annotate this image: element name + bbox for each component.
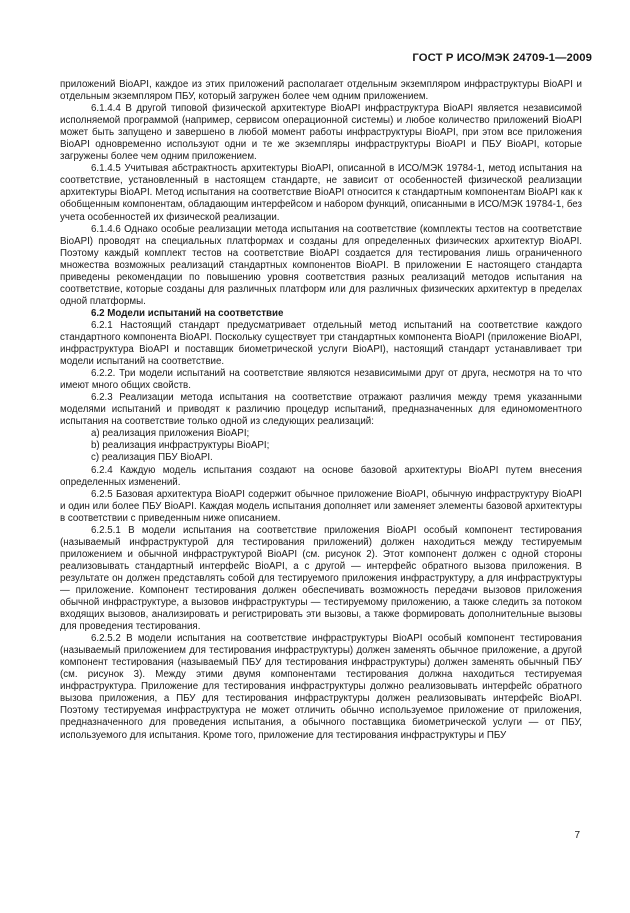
- paragraph: 6.2.2. Три модели испытаний на соответствие являются независимыми друг от друга, несмотря на то что имеют много общих свойств.: [60, 368, 582, 392]
- page-number: 7: [574, 830, 580, 841]
- paragraph: 6.2.3 Реализации метода испытания на соответствие отражают различия между тремя указанными моделями испытаний и приводят к различию процедур испытаний, предназначенных для единомоментного испытания на соответствие только одной из следующих реализаций:: [60, 392, 582, 428]
- section-heading: 6.2 Модели испытаний на соответствие: [91, 307, 284, 319]
- paragraph: 6.2.5.2 В модели испытания на соответствие инфраструктуры BioAPI особый компонент тестирования (называемый приложением для тестирования инфраструктуры) должен заменять обычное приложение, а другой компонент тестирования (называемый ПБУ для тестирования инфраструктуры) должен заменять обычный ПБУ (см. рисунок 3). Между этими двумя компонентами тестирования должна находиться тестируемая инфраструктура. Приложение для тестирования инфраструктуры должно реализовывать интерфейс обратного вызова приложения, а ПБУ для тестирования инфраструктуры должен реализовывать интерфейс BioAPI. Поэтому тестируемая инфраструктура не может отличить обычно используемое приложение от приложения, предназначенного для проведения испытания, а обычного поставщика биометрической услуги — от ПБУ, используемого для испытания. Кроме того, приложение для тестирования инфраструктуры и ПБУ: [60, 633, 582, 741]
- document-header: ГОСТ Р ИСО/МЭК 24709-1—2009: [412, 52, 592, 64]
- paragraph: 6.2.5.1 В модели испытания на соответствие приложения BioAPI особый компонент тестирования (называемый инфраструктурой для тестирования приложений) должен находиться между тестируемым приложением и обычной инфраструктурой BioAPI (см. рисунок 2). Этот компонент должен с одной стороны реализовывать стандартный интерфейс BioAPI, а с другой — интерфейс обратного вызова приложения. В результате он должен представлять собой для тестируемого приложения инфраструктуру, а для инфраструктуры — приложение. Компонент тестирования должен обеспечивать возможность передачи вызовов приложения обычной инфраструктуре, а вызовов инфраструктуры — тестируемому приложению, а также следить за потоком входящих вызовов, анализировать и регистрировать эти вызовы, а также формировать дополнительные вызовы для проведения тестирования.: [60, 524, 582, 633]
- paragraph: 6.1.4.5 Учитывая абстрактность архитектуры BioAPI, описанной в ИСО/МЭК 19784-1, метод испытания на соответствие, установленный в настоящем стандарте, не зависит от особенностей физической реализации архитектуры BioAPI. Метод испытания на соответствие BioAPI относится к стандартным компонентам BioAPI как к обобщенным компонентам, обладающим интерфейсом и набором функций, описанными в ИСО/МЭК 19784-1, без учета особенностей их физической реализации.: [60, 163, 582, 223]
- paragraph: 6.2.1 Настоящий стандарт предусматривает отдельный метод испытаний на соответствие каждого стандартного компонента BioAPI. Поскольку существует три стандартных компонента BioAPI (приложение BioAPI, инфраструктура BioAPI и поставщик биометрической услуги BioAPI), настоящий стандарт устанавливает три модели испытаний на соответствие.: [60, 319, 582, 368]
- paragraph: b) реализация инфраструктуры BioAPI;: [91, 440, 270, 452]
- paragraph: c) реализация ПБУ BioAPI.: [91, 452, 213, 464]
- paragraph: 6.2.5 Базовая архитектура BioAPI содержит обычное приложение BioAPI, обычную инфраструктуру BioAPI и один или более ПБУ BioAPI. Каждая модель испытания дополняет или заменяет элементы базовой архитектуры в соответствии с приведенным ниже описанием.: [60, 488, 582, 524]
- paragraph: 6.1.4.6 Однако особые реализации метода испытания на соответствие (комплекты тестов на соответствие BioAPI) проводят на специальных платформах и созданы для определенных физических архитектур BioAPI. Поэтому каждый комплект тестов на соответствие BioAPI создается для тестирования лишь ограниченного множества возможных реализаций стандартных компонентов BioAPI. В приложении Е настоящего стандарта приведены рекомендации по повышению уровня соответствия разных реализаций методов испытания на соответствие, которые созданы для различных платформ или для различных физических архитектур в пределах одной платформы.: [60, 223, 582, 307]
- paragraph: 6.2.4 Каждую модель испытания создают на основе базовой архитектуры BioAPI путем внесения определенных изменений.: [60, 464, 582, 488]
- paragraph: 6.1.4.4 В другой типовой физической архитектуре BioAPI инфраструктура BioAPI является независимой исполняемой программой (например, сервисом операционной системы) и любое количество приложений BioAPI может быть запущено и завершено в любой момент работы инфраструктуры BioAPI, при этом все приложения BioAPI одновременно используют одни и те же экземпляры инфраструктуры BioAPI и ПБУ BioAPI, которые загружены более чем одним приложением.: [60, 103, 582, 163]
- paragraph: приложений BioAPI, каждое из этих приложений располагает отдельным экземпляром инфраструктуры BioAPI и отдельным экземпляром ПБУ, который загружен более чем одним приложением.: [60, 79, 582, 103]
- document-body: [60, 79, 582, 742]
- paragraph: a) реализация приложения BioAPI;: [91, 428, 250, 440]
